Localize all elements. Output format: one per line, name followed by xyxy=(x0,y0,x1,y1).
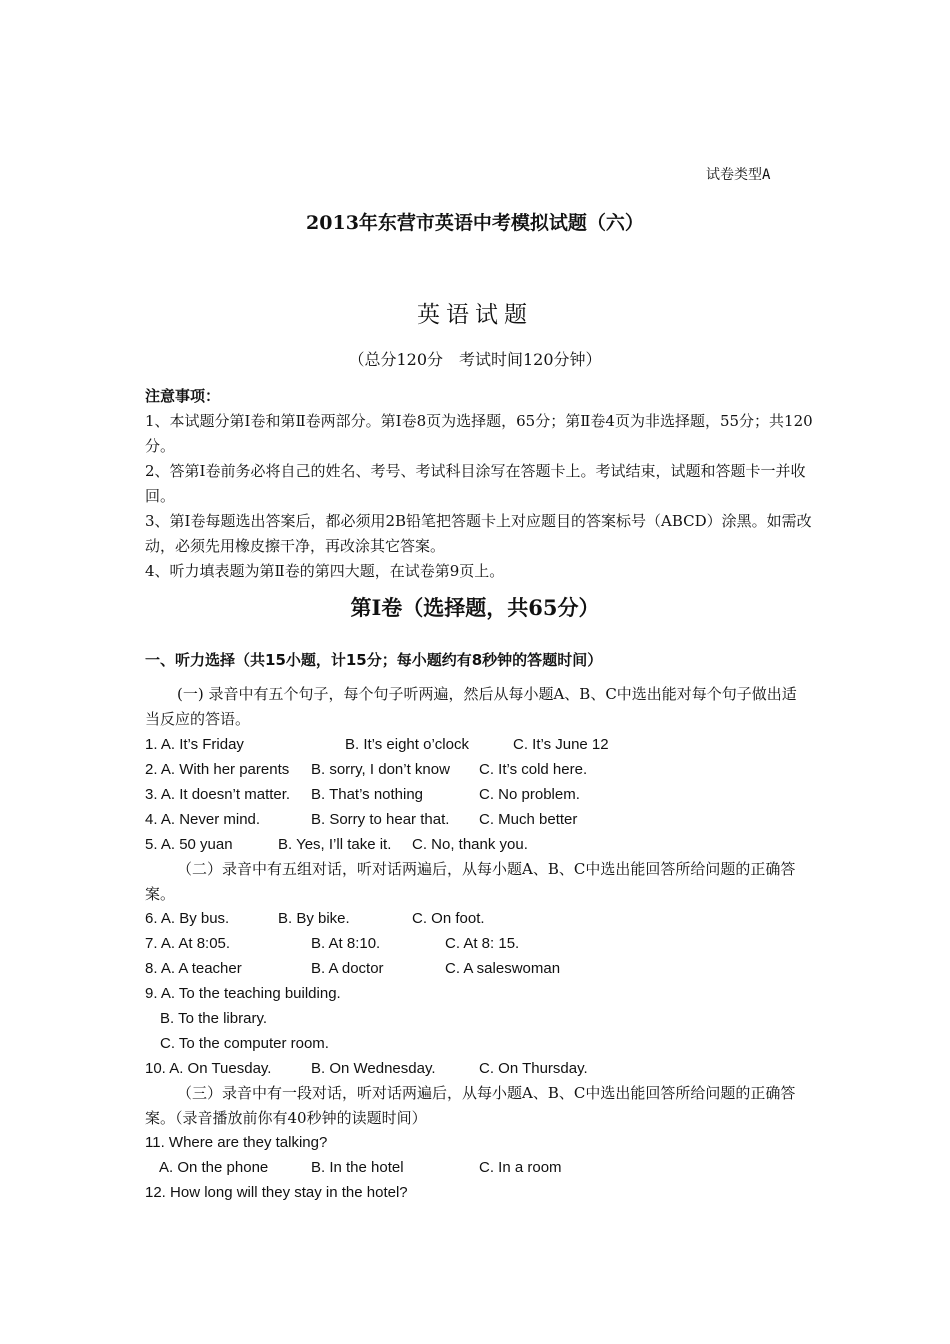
option-b: B. On Wednesday. xyxy=(311,1060,436,1077)
option-b: B. Yes, I’ll take it. xyxy=(278,836,392,853)
paper-type-label: 试卷类型A xyxy=(706,167,771,183)
notice-item: 1、本试题分第Ⅰ卷和第Ⅱ卷两部分。第Ⅰ卷8页为选择题，65分；第Ⅱ卷4页为非选择题，55分；共120分。 xyxy=(145,412,813,455)
option-a: 1. A. It’s Friday xyxy=(145,736,244,753)
notice-item: 3、第Ⅰ卷每题选出答案后，都必须用2B铅笔把答题卡上对应题目的答案标号（ABCD）涂黑。如需改动，必须先用橡皮擦干净，再改涂其它答案。 xyxy=(145,512,812,555)
notice-title: 注意事项： xyxy=(145,387,221,405)
option-a: 5. A. 50 yuan xyxy=(145,836,233,853)
option-c: C. No, thank you. xyxy=(412,836,528,853)
option-a: 6. A. By bus. xyxy=(145,910,230,927)
option-a: 9. A. To the teaching building. xyxy=(145,985,341,1002)
subject-title: 英语试题 xyxy=(417,302,533,328)
sub2-instruction: （二）录音中有五组对话，听对话两遍后，从每小题A、B、C中选出能回答所给问题的正确答案。 xyxy=(145,860,796,903)
option-b: B. In the hotel xyxy=(311,1159,404,1176)
option-c: C. In a room xyxy=(479,1159,562,1176)
option-b: B. That’s nothing xyxy=(311,786,424,803)
question-stem: 11. Where are they talking? xyxy=(145,1134,328,1151)
option-c: C. On foot. xyxy=(412,910,485,927)
option-a: 7. A. At 8:05. xyxy=(145,935,231,952)
option-b: B. It’s eight o’clock xyxy=(345,736,469,753)
option-c: C. It’s June 12 xyxy=(513,736,609,753)
option-b: B. sorry, I don’t know xyxy=(311,761,450,778)
option-a: A. On the phone xyxy=(159,1159,269,1176)
score-time-info: （总分120分 考试时间120分钟） xyxy=(348,350,602,369)
question-stem: 12. How long will they stay in the hotel? xyxy=(145,1184,408,1201)
sub3-instruction: （三）录音中有一段对话，听对话两遍后，从每小题A、B、C中选出能回答所给问题的正确答案。（录音播放前你有40秒钟的读题时间） xyxy=(145,1084,796,1127)
option-c: C. No problem. xyxy=(479,786,580,803)
option-a: 3. A. It doesn’t matter. xyxy=(145,786,291,803)
option-c: C. It’s cold here. xyxy=(479,761,588,778)
option-c: C. A saleswoman xyxy=(445,960,561,977)
option-c: C. Much better xyxy=(479,811,578,828)
option-c: C. At 8: 15. xyxy=(445,935,520,952)
option-a: 8. A. A teacher xyxy=(145,960,242,977)
option-b: B. At 8:10. xyxy=(311,935,381,952)
part-one-title: 第Ⅰ卷（选择题，共65分） xyxy=(350,595,600,620)
sub1-instruction: (一) 录音中有五个句子，每个句子听两遍，然后从每小题A、B、C中选出能对每个句子做出适当反应的答语。 xyxy=(145,685,797,728)
option-a: 2. A. With her parents xyxy=(145,761,290,778)
option-a: 4. A. Never mind. xyxy=(145,811,261,828)
notice-block xyxy=(145,384,815,584)
option-c: C. To the computer room. xyxy=(160,1035,329,1052)
option-a: 10. A. On Tuesday. xyxy=(145,1060,272,1077)
section-listening-title: 一、听力选择（共15小题，计15分；每小题约有8秒钟的答题时间） xyxy=(145,651,603,669)
notice-item: 4、听力填表题为第Ⅱ卷的第四大题，在试卷第9页上。 xyxy=(145,562,505,580)
option-b: B. By bike. xyxy=(278,910,350,927)
option-b: B. Sorry to hear that. xyxy=(311,811,450,828)
option-c: C. On Thursday. xyxy=(479,1060,588,1077)
option-b: B. A doctor xyxy=(311,960,384,977)
notice-item: 2、答第Ⅰ卷前务必将自己的姓名、考号、考试科目涂写在答题卡上。考试结束，试题和答题卡一并收回。 xyxy=(145,462,806,505)
option-b: B. To the library. xyxy=(160,1010,267,1027)
exam-main-title: 2013年东营市英语中考模拟试题（六） xyxy=(306,212,644,234)
